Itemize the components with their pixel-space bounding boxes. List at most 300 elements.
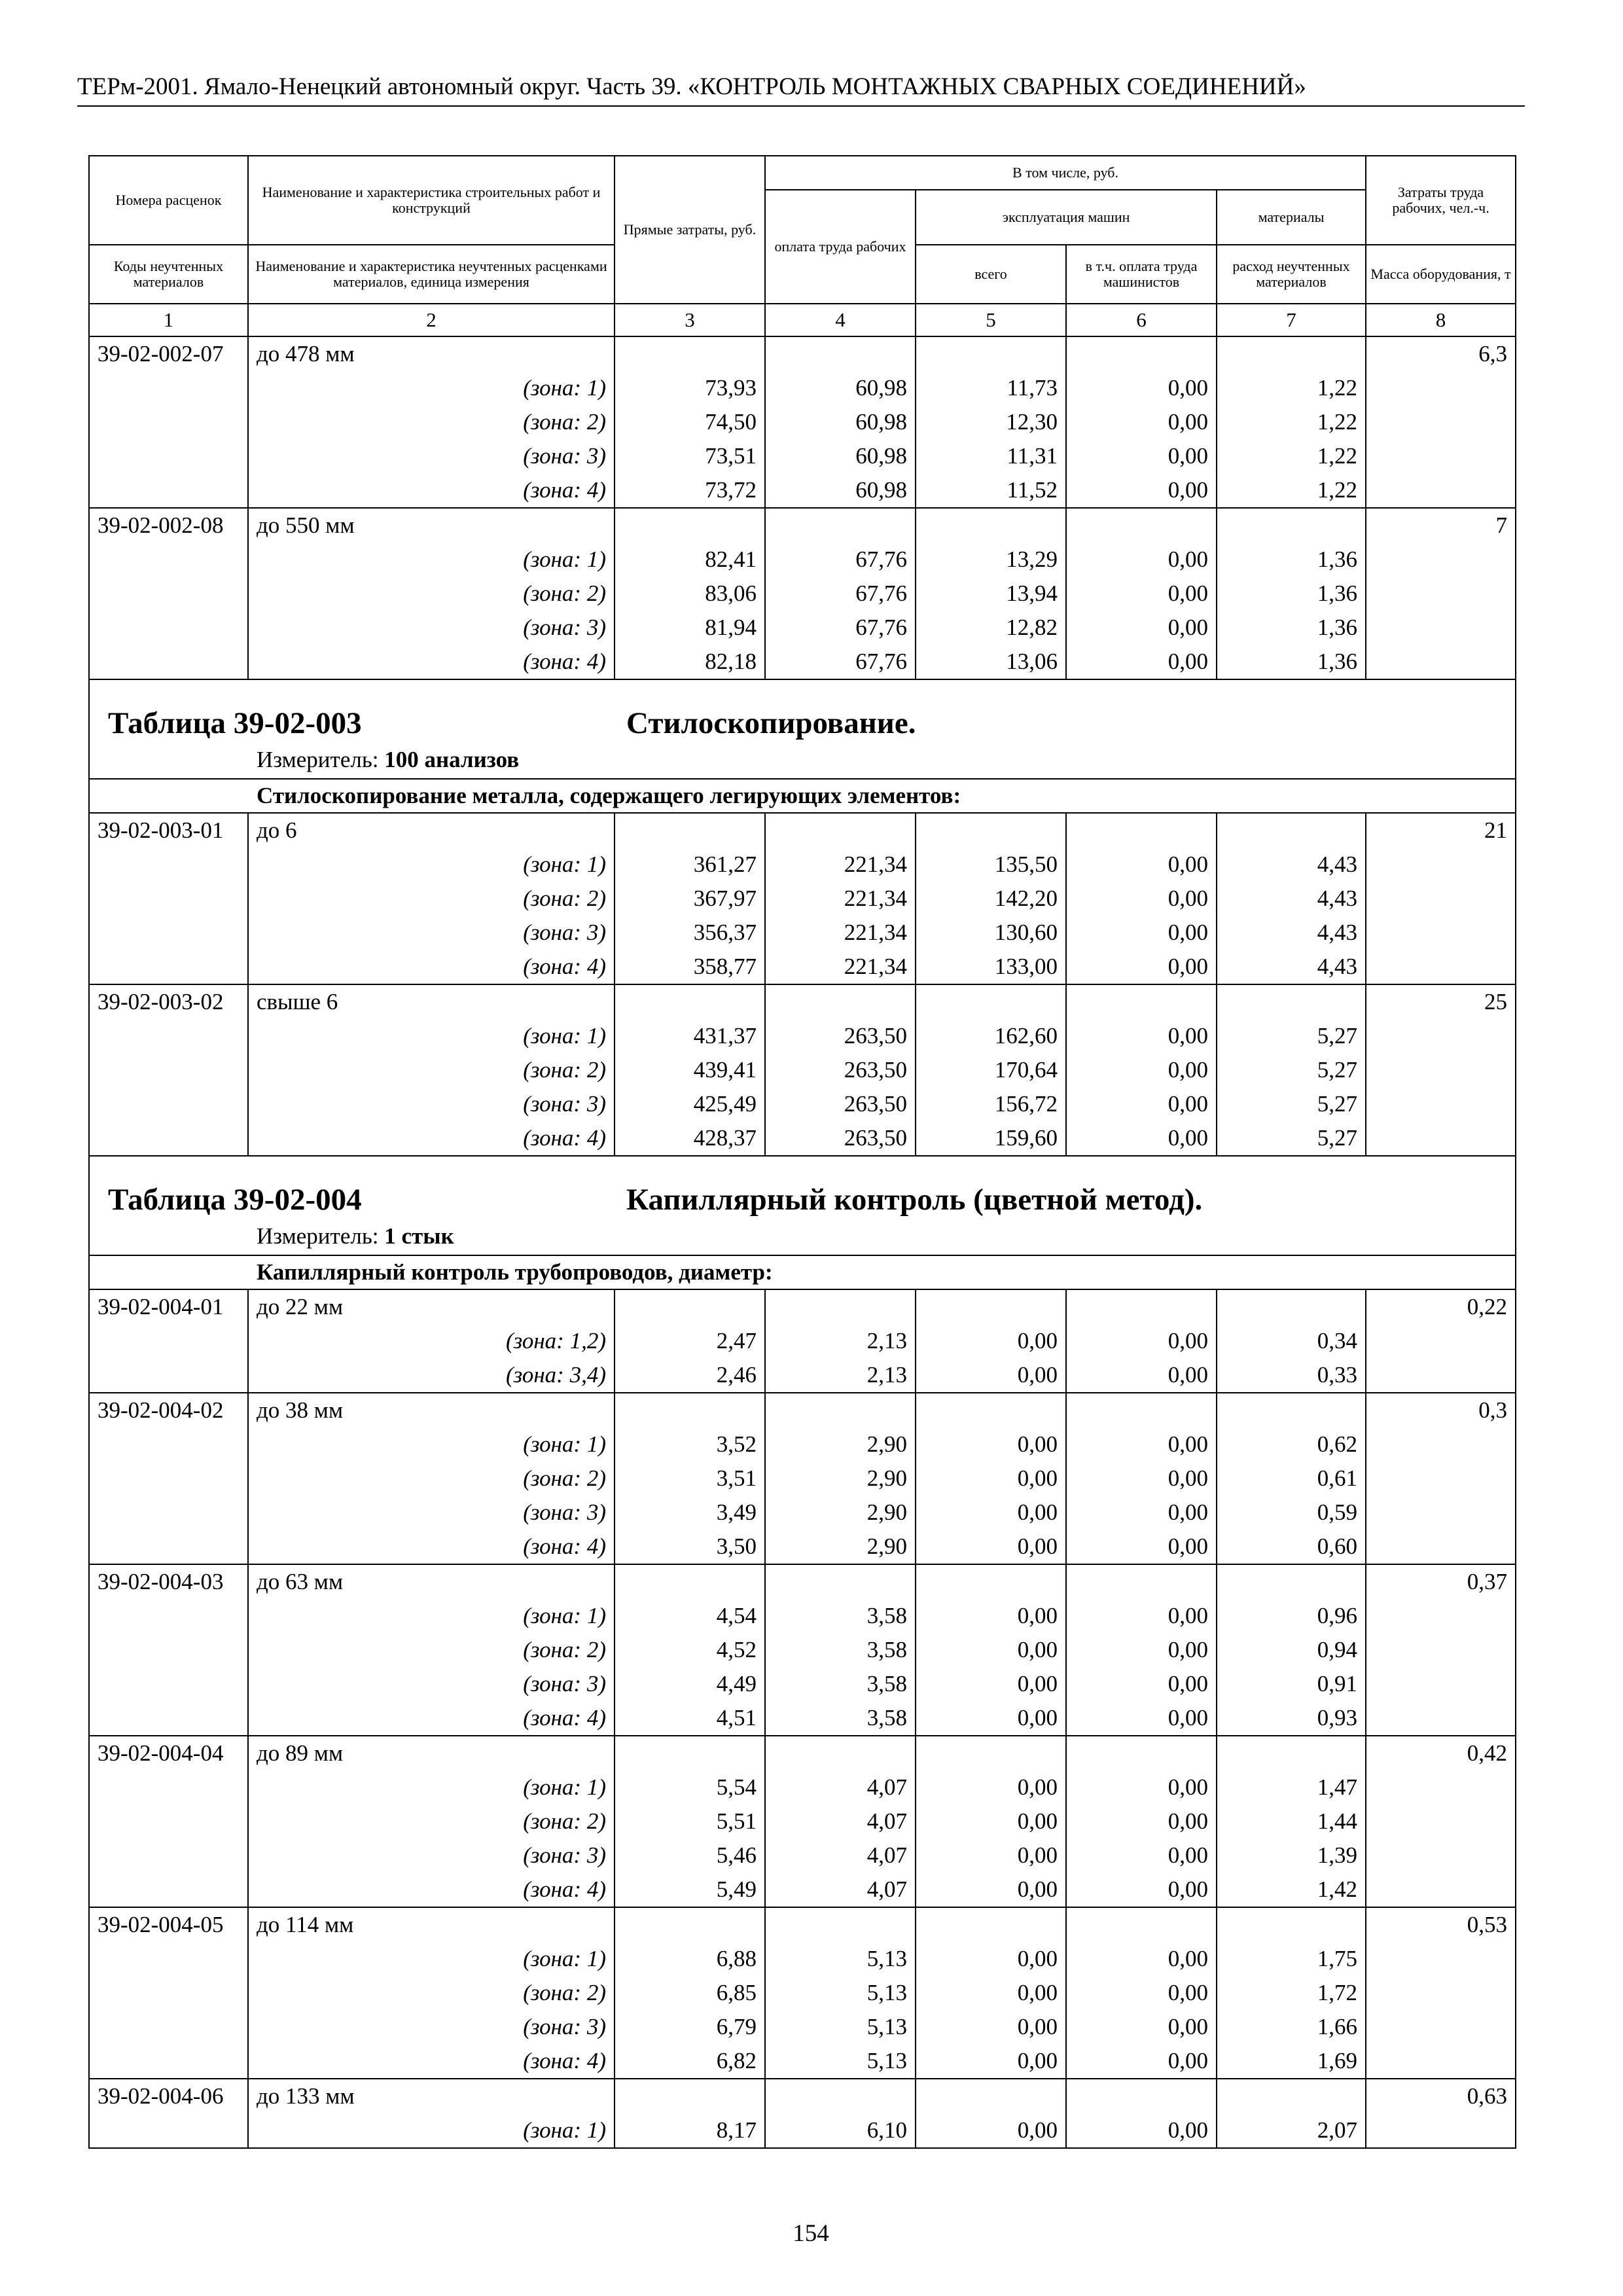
- section-header: [90, 1157, 1515, 1255]
- labor-cost: 6,3: [1366, 336, 1516, 371]
- code-cell: [89, 1019, 248, 1053]
- labor-cost: 0,37: [1366, 1564, 1516, 1599]
- value-cell: 4,54: [615, 1599, 765, 1633]
- labor-cost: 7: [1366, 508, 1516, 543]
- zone-label: (зона: 3): [248, 1496, 615, 1530]
- value-cell: [1217, 813, 1366, 848]
- labor-cell: [1366, 405, 1516, 439]
- rate-code: 39-02-004-01: [89, 1289, 248, 1324]
- value-cell: 162,60: [916, 1019, 1066, 1053]
- value-cell: 73,93: [615, 371, 765, 405]
- code-cell: [89, 1462, 248, 1496]
- section-cell: [89, 679, 1516, 779]
- table-row: [89, 1393, 1516, 1427]
- value-cell: 0,00: [916, 1427, 1066, 1462]
- rate-code: 39-02-004-03: [89, 1564, 248, 1599]
- table-row: [89, 611, 1516, 645]
- value-cell: 0,00: [1066, 405, 1217, 439]
- col7-header: расход неучтенных материалов: [1217, 245, 1366, 304]
- labor-cost: 0,42: [1366, 1736, 1516, 1770]
- labor-cell: [1366, 1324, 1516, 1358]
- zone-label: (зона: 4): [248, 1873, 615, 1907]
- table-row: [89, 813, 1516, 848]
- code-cell: [89, 2044, 248, 2079]
- code-cell: [89, 916, 248, 950]
- value-cell: 0,00: [916, 1530, 1066, 1564]
- value-cell: 2,90: [765, 1462, 916, 1496]
- labor-cost: 25: [1366, 984, 1516, 1019]
- code-cell: [89, 1324, 248, 1358]
- value-cell: 74,50: [615, 405, 765, 439]
- value-cell: 81,94: [615, 611, 765, 645]
- value-cell: [916, 813, 1066, 848]
- value-cell: 1,72: [1217, 1976, 1366, 2010]
- table-row: [89, 405, 1516, 439]
- value-cell: 221,34: [765, 950, 916, 984]
- code-cell: [89, 1976, 248, 2010]
- value-cell: 0,00: [916, 1839, 1066, 1873]
- value-cell: 6,82: [615, 2044, 765, 2079]
- value-cell: 0,62: [1217, 1427, 1366, 1462]
- value-cell: 3,58: [765, 1667, 916, 1701]
- table-row: [89, 1907, 1516, 1942]
- value-cell: 0,00: [1066, 1873, 1217, 1907]
- code-cell: [89, 2010, 248, 2044]
- value-cell: [615, 1289, 765, 1324]
- labor-cell: [1366, 1942, 1516, 1976]
- value-cell: [615, 813, 765, 848]
- section-unit: [257, 745, 519, 774]
- zone-label: (зона: 2): [248, 1976, 615, 2010]
- value-cell: 13,29: [916, 543, 1066, 577]
- table-row: [89, 371, 1516, 405]
- value-cell: 3,51: [615, 1462, 765, 1496]
- table-row: [89, 1839, 1516, 1873]
- col4-header: оплата труда рабочих: [765, 190, 916, 304]
- unit-value: 100 анализов: [384, 747, 520, 772]
- work-name: до 478 мм: [248, 336, 615, 371]
- table-row: [89, 848, 1516, 882]
- value-cell: 6,10: [765, 2113, 916, 2148]
- value-cell: [916, 508, 1066, 543]
- zone-label: (зона: 1): [248, 1770, 615, 1804]
- value-cell: 2,47: [615, 1324, 765, 1358]
- table-row: [89, 1121, 1516, 1156]
- value-cell: [1066, 1907, 1217, 1942]
- zone-label: (зона: 3,4): [248, 1358, 615, 1393]
- table-row: [89, 1976, 1516, 2010]
- value-cell: [765, 2079, 916, 2113]
- header-rule: [77, 105, 1525, 107]
- table-row: [89, 2044, 1516, 2079]
- labor-cell: [1366, 1976, 1516, 2010]
- code-cell: [89, 577, 248, 611]
- header-row-1: [89, 156, 1516, 190]
- column-number: 4: [765, 304, 916, 336]
- value-cell: 221,34: [765, 882, 916, 916]
- table-row: [89, 1530, 1516, 1564]
- work-name: до 38 мм: [248, 1393, 615, 1427]
- value-cell: 2,07: [1217, 2113, 1366, 2148]
- value-cell: [765, 336, 916, 371]
- value-cell: [615, 508, 765, 543]
- labor-cell: [1366, 1530, 1516, 1564]
- value-cell: 0,00: [1066, 1976, 1217, 2010]
- value-cell: 4,43: [1217, 916, 1366, 950]
- table-row: [89, 2113, 1516, 2148]
- column-number: 7: [1217, 304, 1366, 336]
- value-cell: 4,49: [615, 1667, 765, 1701]
- code-cell: [89, 1873, 248, 1907]
- value-cell: 130,60: [916, 916, 1066, 950]
- rate-code: 39-02-004-05: [89, 1907, 248, 1942]
- value-cell: 4,43: [1217, 848, 1366, 882]
- zone-label: (зона: 3): [248, 1087, 615, 1121]
- table-row: [89, 1701, 1516, 1736]
- value-cell: 1,42: [1217, 1873, 1366, 1907]
- value-cell: 6,85: [615, 1976, 765, 2010]
- value-cell: 0,00: [1066, 1942, 1217, 1976]
- col8-header-top: Затраты труда рабочих, чел.-ч.: [1366, 156, 1516, 245]
- zone-label: (зона: 3): [248, 2010, 615, 2044]
- column-number: 2: [248, 304, 615, 336]
- labor-cell: [1366, 473, 1516, 508]
- zone-label: (зона: 1): [248, 371, 615, 405]
- table-row: [89, 1599, 1516, 1633]
- zone-label: (зона: 3): [248, 611, 615, 645]
- col1-header-bottom: Коды неучтенных материалов: [89, 245, 248, 304]
- value-cell: 0,00: [916, 1770, 1066, 1804]
- table-row: [89, 1462, 1516, 1496]
- zone-label: (зона: 2): [248, 405, 615, 439]
- value-cell: [916, 2079, 1066, 2113]
- section-subtitle-row: [89, 779, 1516, 813]
- machines-header: эксплуатация машин: [916, 190, 1217, 245]
- value-cell: 0,61: [1217, 1462, 1366, 1496]
- value-cell: [615, 1907, 765, 1942]
- page-number: 154: [793, 2220, 829, 2247]
- code-cell: [89, 1121, 248, 1156]
- col2-header-bottom: Наименование и характеристика неучтенных расценками материалов, единица измерения: [248, 245, 615, 304]
- value-cell: 83,06: [615, 577, 765, 611]
- value-cell: 3,52: [615, 1427, 765, 1462]
- labor-cell: [1366, 1804, 1516, 1839]
- labor-cell: [1366, 1701, 1516, 1736]
- value-cell: 0,34: [1217, 1324, 1366, 1358]
- value-cell: 3,50: [615, 1530, 765, 1564]
- code-cell: [89, 2113, 248, 2148]
- zone-label: (зона: 4): [248, 2044, 615, 2079]
- value-cell: [765, 984, 916, 1019]
- labor-cell: [1366, 916, 1516, 950]
- value-cell: 0,00: [1066, 1053, 1217, 1087]
- value-cell: [765, 813, 916, 848]
- materials-header: материалы: [1217, 190, 1366, 245]
- rate-code: 39-02-002-08: [89, 508, 248, 543]
- value-cell: 0,00: [1066, 1324, 1217, 1358]
- value-cell: 1,22: [1217, 371, 1366, 405]
- work-name: до 63 мм: [248, 1564, 615, 1599]
- value-cell: [615, 1564, 765, 1599]
- value-cell: [615, 1393, 765, 1427]
- zone-label: (зона: 1): [248, 1942, 615, 1976]
- section-title-row: [89, 679, 1516, 779]
- rate-code: 39-02-004-02: [89, 1393, 248, 1427]
- value-cell: 5,27: [1217, 1019, 1366, 1053]
- value-cell: 0,00: [916, 2044, 1066, 2079]
- unit-value: 1 стык: [384, 1223, 454, 1249]
- value-cell: 0,00: [1066, 1087, 1217, 1121]
- value-cell: 4,43: [1217, 950, 1366, 984]
- work-name: до 550 мм: [248, 508, 615, 543]
- value-cell: 0,00: [916, 1804, 1066, 1839]
- zone-label: (зона: 1): [248, 2113, 615, 2148]
- value-cell: 0,00: [1066, 1121, 1217, 1156]
- value-cell: 0,00: [1066, 882, 1217, 916]
- table-row: [89, 1289, 1516, 1324]
- value-cell: [765, 1393, 916, 1427]
- price-table: [88, 155, 1516, 2149]
- labor-cost: 21: [1366, 813, 1516, 848]
- value-cell: 1,22: [1217, 439, 1366, 473]
- labor-cell: [1366, 950, 1516, 984]
- labor-cell: [1366, 1053, 1516, 1087]
- labor-cell: [1366, 1019, 1516, 1053]
- value-cell: 4,51: [615, 1701, 765, 1736]
- zone-label: (зона: 1): [248, 1599, 615, 1633]
- code-cell: [89, 611, 248, 645]
- unit-label: Измеритель:: [257, 747, 379, 772]
- code-cell: [89, 882, 248, 916]
- section-name: Капиллярный контроль (цветной метод).: [626, 1183, 1203, 1217]
- value-cell: [615, 336, 765, 371]
- table-row: [89, 984, 1516, 1019]
- table-row: [89, 1087, 1516, 1121]
- table-row: [89, 1770, 1516, 1804]
- work-name: свыше 6: [248, 984, 615, 1019]
- value-cell: 12,82: [916, 611, 1066, 645]
- value-cell: 1,44: [1217, 1804, 1366, 1839]
- value-cell: 263,50: [765, 1121, 916, 1156]
- value-cell: 263,50: [765, 1019, 916, 1053]
- value-cell: 82,41: [615, 543, 765, 577]
- labor-cell: [1366, 543, 1516, 577]
- value-cell: 2,90: [765, 1427, 916, 1462]
- table-row: [89, 473, 1516, 508]
- table-row: [89, 336, 1516, 371]
- value-cell: 5,46: [615, 1839, 765, 1873]
- code-cell: [89, 1839, 248, 1873]
- col8-header-bottom: Масса оборудования, т: [1366, 245, 1516, 304]
- column-number: 3: [615, 304, 765, 336]
- value-cell: 0,00: [1066, 2113, 1217, 2148]
- value-cell: 0,60: [1217, 1530, 1366, 1564]
- value-cell: [1066, 336, 1217, 371]
- code-cell: [89, 1667, 248, 1701]
- table-row: [89, 1667, 1516, 1701]
- value-cell: 3,58: [765, 1701, 916, 1736]
- value-cell: 2,90: [765, 1496, 916, 1530]
- value-cell: 2,13: [765, 1324, 916, 1358]
- value-cell: 1,22: [1217, 405, 1366, 439]
- value-cell: 5,13: [765, 1976, 916, 2010]
- value-cell: [765, 1736, 916, 1770]
- value-cell: 60,98: [765, 439, 916, 473]
- zone-label: (зона: 4): [248, 473, 615, 508]
- column-number-row: [89, 304, 1516, 336]
- zone-label: (зона: 3): [248, 1667, 615, 1701]
- code-cell: [89, 1804, 248, 1839]
- labor-cell: [1366, 611, 1516, 645]
- value-cell: 67,76: [765, 577, 916, 611]
- value-cell: 0,00: [1066, 1701, 1217, 1736]
- value-cell: 0,00: [916, 1496, 1066, 1530]
- value-cell: 6,79: [615, 2010, 765, 2044]
- col5-header: всего: [916, 245, 1066, 304]
- value-cell: 0,96: [1217, 1599, 1366, 1633]
- zone-label: (зона: 3): [248, 916, 615, 950]
- col6-header: в т.ч. оплата труда машинистов: [1066, 245, 1217, 304]
- rate-code: 39-02-004-06: [89, 2079, 248, 2113]
- column-number: 5: [916, 304, 1066, 336]
- value-cell: 428,37: [615, 1121, 765, 1156]
- value-cell: 67,76: [765, 645, 916, 679]
- value-cell: 12,30: [916, 405, 1066, 439]
- section-table-number: Таблица 39-02-003: [108, 706, 362, 740]
- work-name: до 89 мм: [248, 1736, 615, 1770]
- value-cell: 0,00: [1066, 1633, 1217, 1667]
- value-cell: 0,00: [1066, 1019, 1217, 1053]
- work-name: до 114 мм: [248, 1907, 615, 1942]
- value-cell: 5,51: [615, 1804, 765, 1839]
- including-header: В том числе, руб.: [765, 156, 1366, 190]
- table-row: [89, 916, 1516, 950]
- value-cell: 0,00: [1066, 1427, 1217, 1462]
- code-cell: [89, 950, 248, 984]
- code-cell: [89, 543, 248, 577]
- value-cell: 0,00: [1066, 473, 1217, 508]
- value-cell: 0,00: [1066, 2044, 1217, 2079]
- labor-cell: [1366, 1496, 1516, 1530]
- value-cell: 263,50: [765, 1053, 916, 1087]
- value-cell: [916, 336, 1066, 371]
- value-cell: [765, 1564, 916, 1599]
- table-row: [89, 439, 1516, 473]
- section-unit: [257, 1222, 454, 1251]
- code-cell: [89, 1087, 248, 1121]
- value-cell: 0,00: [1066, 1599, 1217, 1633]
- table-row: [89, 1496, 1516, 1530]
- table-row: [89, 577, 1516, 611]
- value-cell: 4,43: [1217, 882, 1366, 916]
- value-cell: 0,00: [1066, 577, 1217, 611]
- value-cell: 361,27: [615, 848, 765, 882]
- value-cell: [1217, 508, 1366, 543]
- table-row: [89, 1053, 1516, 1087]
- labor-cell: [1366, 1462, 1516, 1496]
- value-cell: [1066, 813, 1217, 848]
- value-cell: 221,34: [765, 916, 916, 950]
- value-cell: 1,39: [1217, 1839, 1366, 1873]
- rate-code: 39-02-003-01: [89, 813, 248, 848]
- value-cell: 4,52: [615, 1633, 765, 1667]
- code-cell: [89, 1942, 248, 1976]
- table-row: [89, 508, 1516, 543]
- value-cell: [1217, 2079, 1366, 2113]
- value-cell: 4,07: [765, 1804, 916, 1839]
- code-cell: [89, 1427, 248, 1462]
- value-cell: 142,20: [916, 882, 1066, 916]
- value-cell: 3,58: [765, 1633, 916, 1667]
- value-cell: 1,66: [1217, 2010, 1366, 2044]
- section-subtitle: Стилоскопирование металла, содержащего легирующих элементов:: [89, 779, 1516, 813]
- section-title-row: [89, 1156, 1516, 1255]
- labor-cell: [1366, 2113, 1516, 2148]
- value-cell: 170,64: [916, 1053, 1066, 1087]
- column-number: 1: [89, 304, 248, 336]
- labor-cell: [1366, 848, 1516, 882]
- value-cell: 5,27: [1217, 1053, 1366, 1087]
- value-cell: 4,07: [765, 1839, 916, 1873]
- value-cell: 0,00: [1066, 611, 1217, 645]
- value-cell: 0,00: [916, 1324, 1066, 1358]
- value-cell: 60,98: [765, 371, 916, 405]
- value-cell: [1066, 1289, 1217, 1324]
- value-cell: 13,94: [916, 577, 1066, 611]
- value-cell: [1217, 1289, 1366, 1324]
- value-cell: 0,00: [1066, 2010, 1217, 2044]
- value-cell: 156,72: [916, 1087, 1066, 1121]
- code-cell: [89, 1701, 248, 1736]
- value-cell: 0,00: [916, 1599, 1066, 1633]
- value-cell: [765, 508, 916, 543]
- section-name: Стилоскопирование.: [626, 706, 916, 740]
- labor-cell: [1366, 1599, 1516, 1633]
- code-cell: [89, 1599, 248, 1633]
- code-cell: [89, 1633, 248, 1667]
- zone-label: (зона: 2): [248, 882, 615, 916]
- value-cell: 5,27: [1217, 1121, 1366, 1156]
- zone-label: (зона: 1): [248, 1427, 615, 1462]
- value-cell: 60,98: [765, 405, 916, 439]
- zone-label: (зона: 3): [248, 439, 615, 473]
- zone-label: (зона: 2): [248, 1462, 615, 1496]
- code-cell: [89, 1770, 248, 1804]
- rate-code: 39-02-003-02: [89, 984, 248, 1019]
- code-cell: [89, 1496, 248, 1530]
- labor-cell: [1366, 1667, 1516, 1701]
- table-row: [89, 1873, 1516, 1907]
- value-cell: [1217, 1393, 1366, 1427]
- code-cell: [89, 405, 248, 439]
- value-cell: 431,37: [615, 1019, 765, 1053]
- value-cell: [615, 984, 765, 1019]
- table-row: [89, 1324, 1516, 1358]
- value-cell: 159,60: [916, 1121, 1066, 1156]
- value-cell: 0,00: [916, 1942, 1066, 1976]
- value-cell: 0,00: [1066, 950, 1217, 984]
- price-table-body: [89, 156, 1516, 2148]
- value-cell: 1,36: [1217, 543, 1366, 577]
- value-cell: 6,88: [615, 1942, 765, 1976]
- value-cell: 0,00: [916, 1358, 1066, 1393]
- value-cell: [916, 1736, 1066, 1770]
- value-cell: 1,36: [1217, 645, 1366, 679]
- value-cell: 0,00: [916, 1633, 1066, 1667]
- value-cell: 5,13: [765, 2010, 916, 2044]
- rate-code: 39-02-002-07: [89, 336, 248, 371]
- labor-cost: 0,3: [1366, 1393, 1516, 1427]
